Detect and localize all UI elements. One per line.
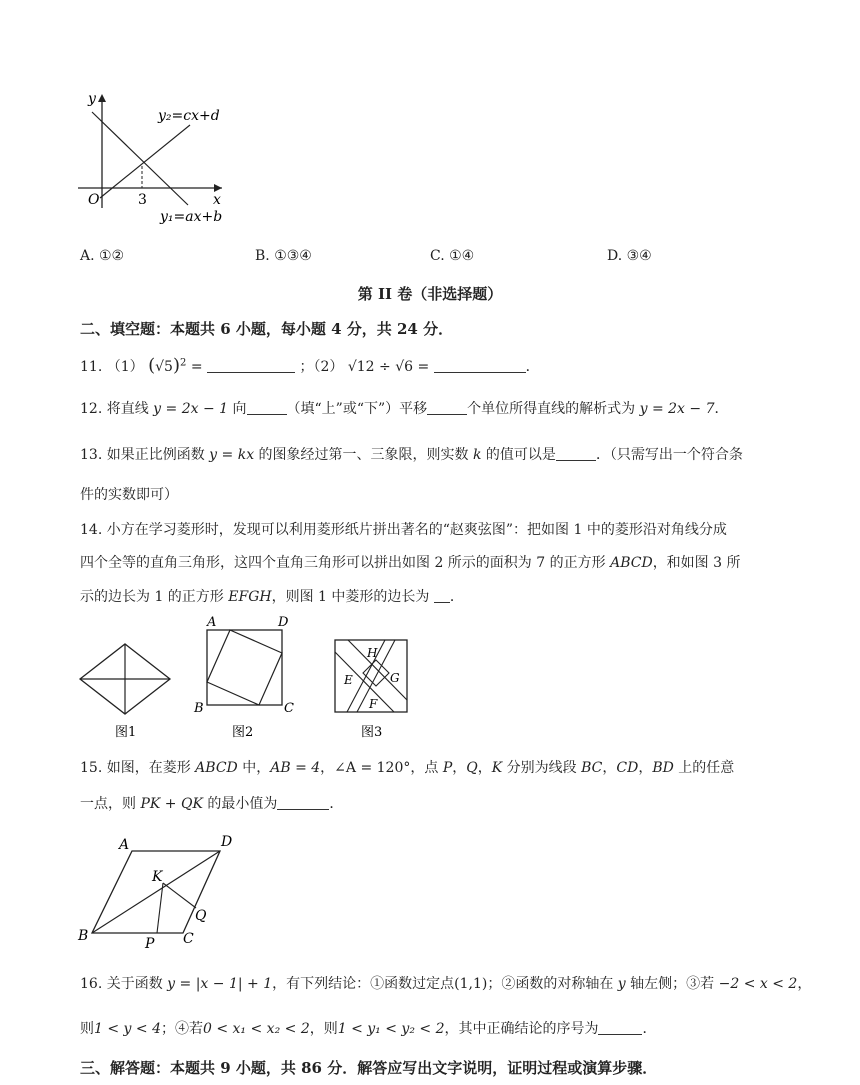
q16-text-l2e: ． bbox=[642, 1021, 657, 1037]
q15-text-10: 上的任意 bbox=[673, 760, 735, 776]
q11-blank-1 bbox=[207, 372, 295, 373]
figure-1-caption: 图1 bbox=[115, 725, 137, 740]
line-y2 bbox=[100, 125, 190, 198]
q15-text-5: ， bbox=[452, 760, 467, 776]
q15-angle: ∠A = 120° bbox=[334, 760, 411, 776]
q13-formula: y = kx bbox=[209, 447, 255, 463]
answer-section-header: 三、解答题：本题共 9 小题，共 86 分．解答应写出文字说明，证明过程或演算步骤． bbox=[80, 1059, 658, 1077]
figure-3-caption: 图3 bbox=[361, 725, 383, 740]
question-13-line-2: 件的实数即可） bbox=[80, 487, 178, 503]
q14-text-2b: ，和如图 3 所 bbox=[652, 555, 741, 571]
figure-1-rhombus bbox=[80, 644, 170, 714]
q14-text-3b: ，则图 1 中菱形的边长为 bbox=[271, 589, 434, 605]
q12-text-5: ． bbox=[714, 401, 729, 417]
figure-2-caption: 图2 bbox=[232, 725, 254, 740]
section-2-title: 第 II 卷（非选择题） bbox=[357, 285, 503, 303]
q13-blank bbox=[556, 460, 596, 461]
q13-text-2: 的图象经过第一、三象限，则实数 bbox=[254, 447, 473, 463]
q15-cd: CD bbox=[616, 760, 639, 776]
fig15-label-b: B bbox=[78, 928, 89, 944]
line1-label: y₁=ax+b bbox=[160, 209, 223, 225]
q13-text-3: 的值可以是 bbox=[481, 447, 556, 463]
q15-pk-qk: PK + QK bbox=[140, 796, 203, 812]
q12-blank-1 bbox=[247, 414, 287, 415]
question-14-line-3 bbox=[80, 586, 464, 606]
figure-2-square bbox=[207, 630, 282, 705]
fig2-label-a: A bbox=[207, 615, 217, 630]
q16-text-2: ，有下列结论：①函数过定点 bbox=[272, 976, 455, 992]
fig15-label-p: P bbox=[145, 936, 155, 952]
fig15-label-a: A bbox=[119, 837, 130, 853]
q12-text-4: 个单位所得直线的解析式为 bbox=[467, 401, 640, 417]
q15-text-6: ， bbox=[477, 760, 492, 776]
q15-bc: BC bbox=[581, 760, 603, 776]
fig15-label-q: Q bbox=[195, 908, 207, 924]
question-12 bbox=[80, 398, 729, 418]
q12-formula-2: y = 2x − 7 bbox=[639, 401, 715, 417]
q14-abcd: ABCD bbox=[610, 555, 653, 571]
q16-text-l2a: 则 bbox=[80, 1021, 94, 1037]
fig3-label-e: E bbox=[344, 673, 353, 687]
line2-label: y₂=cx+d bbox=[158, 108, 220, 124]
fig15-label-k: K bbox=[152, 869, 163, 885]
q13-k: k bbox=[473, 447, 482, 463]
option-b: B. ①③④ bbox=[255, 248, 312, 264]
question-13-line-1 bbox=[80, 444, 743, 464]
fig2-label-b: B bbox=[194, 701, 204, 716]
question-14-line-2 bbox=[80, 552, 741, 572]
q15-text-9: ， bbox=[638, 760, 653, 776]
q11-sep: ；（2） bbox=[299, 359, 344, 375]
fig2-label-c: C bbox=[284, 701, 294, 716]
fig3-label-f: F bbox=[369, 697, 378, 711]
q11-base: √5 bbox=[155, 359, 173, 375]
q15-text-l2b: 的最小值为 bbox=[202, 796, 278, 812]
q11-paren: ( bbox=[148, 355, 156, 376]
q16-function: y = |x − 1| + 1 bbox=[167, 976, 273, 992]
q14-text-3a: 示的边长为 1 的正方形 bbox=[80, 589, 229, 605]
q15-rhombus-figure bbox=[75, 830, 245, 955]
question-15-line-2 bbox=[80, 793, 343, 813]
q11-blank-2 bbox=[434, 372, 526, 373]
q12-text-3: （填“上”或“下”）平移 bbox=[286, 401, 428, 417]
origin-label: O bbox=[88, 192, 100, 208]
q13-text-4: ．（只需写出一个符合条 bbox=[595, 447, 743, 463]
q16-point: (1,1) bbox=[454, 976, 488, 992]
q16-range-x12: 0 < x₁ < x₂ < 2 bbox=[203, 1021, 310, 1037]
y-axis-label: y bbox=[88, 91, 96, 107]
q15-text-3: ， bbox=[320, 760, 335, 776]
option-d: D. ③④ bbox=[607, 248, 652, 264]
q11-expr: √12 ÷ √6 = bbox=[347, 359, 430, 375]
q16-range-y: 1 < y < 4 bbox=[94, 1021, 161, 1037]
segment-qk bbox=[163, 883, 196, 908]
q14-text-2a: 四个全等的直角三角形，这四个直角三角形可以拼出如图 2 所示的面积为 7 的正方形 bbox=[80, 555, 611, 571]
q16-text-l2d: ，其中正确结论的序号为 bbox=[444, 1021, 599, 1037]
fig3-label-g: G bbox=[390, 671, 400, 685]
q12-text-1: 12. 将直线 bbox=[80, 401, 154, 417]
linear-functions-graph bbox=[70, 88, 240, 228]
question-11 bbox=[80, 355, 540, 376]
q15-text-l2c: ． bbox=[329, 796, 344, 812]
q15-bd: BD bbox=[652, 760, 674, 776]
fig2-label-d: D bbox=[278, 615, 289, 630]
q11-exponent: 2 bbox=[179, 357, 187, 369]
q15-text-8: ， bbox=[602, 760, 617, 776]
q11-number: 11. bbox=[80, 359, 103, 375]
q16-text-l2b: ；④若 bbox=[161, 1021, 203, 1037]
q16-text-4: 轴左侧；③若 bbox=[625, 976, 719, 992]
q16-text-3: ；②函数的对称轴在 bbox=[487, 976, 618, 992]
x-axis-arrow-icon bbox=[214, 184, 222, 192]
option-c: C. ①④ bbox=[430, 248, 475, 264]
option-a: A. ①② bbox=[80, 248, 125, 264]
q15-text-4: ，点 bbox=[410, 760, 443, 776]
q16-range-y12: 1 < y₁ < y₂ < 2 bbox=[337, 1021, 445, 1037]
q11-end: ． bbox=[525, 359, 540, 375]
question-16-line-1 bbox=[80, 973, 811, 993]
q16-text-1: 16. 关于函数 bbox=[80, 976, 168, 992]
q15-p: P bbox=[442, 760, 453, 776]
q12-formula-1: y = 2x − 1 bbox=[153, 401, 229, 417]
q15-ab-equals: AB = 4 bbox=[270, 760, 321, 776]
q13-text-1: 13. 如果正比例函数 bbox=[80, 447, 210, 463]
q15-text-7: 分别为线段 bbox=[502, 760, 582, 776]
fig3-label-h: H bbox=[367, 646, 378, 660]
q15-abcd: ABCD bbox=[195, 760, 238, 776]
q11-paren-close: ) bbox=[172, 355, 180, 376]
q16-y: y bbox=[617, 976, 626, 992]
q14-efgh: EFGH bbox=[228, 589, 272, 605]
q12-blank-2 bbox=[427, 414, 467, 415]
q15-blank bbox=[277, 809, 329, 810]
fill-in-header: 二、填空题：本题共 6 小题，每小题 4 分，共 24 分． bbox=[80, 320, 454, 338]
fig15-label-c: C bbox=[183, 931, 194, 947]
q15-text-2: 中， bbox=[237, 760, 271, 776]
q16-text-5: ， bbox=[797, 976, 812, 992]
question-16-line-2 bbox=[80, 1018, 656, 1038]
x-axis-label: x bbox=[213, 192, 221, 208]
tick-3-label: 3 bbox=[138, 192, 147, 208]
q15-text-l2a: 一点，则 bbox=[80, 796, 141, 812]
q15-text-1: 15. 如图，在菱形 bbox=[80, 760, 196, 776]
q15-q: Q bbox=[466, 760, 478, 776]
q15-k: K bbox=[491, 760, 503, 776]
q14-text-3c: ． bbox=[449, 589, 464, 605]
q14-blank bbox=[434, 602, 450, 603]
q16-range-x: −2 < x < 2 bbox=[718, 976, 798, 992]
q11-part1: （1） bbox=[106, 359, 144, 375]
question-15-line-1 bbox=[80, 757, 734, 777]
q14-figures bbox=[70, 612, 440, 742]
q16-blank bbox=[598, 1034, 642, 1035]
question-14-line-1: 14. 小方在学习菱形时，发现可以利用菱形纸片拼出著名的“赵爽弦图”：把如图 1 中的菱形沿对角线分成 bbox=[80, 522, 727, 538]
y-axis-arrow-icon bbox=[98, 94, 106, 102]
q11-equals: = bbox=[190, 359, 203, 375]
q16-text-l2c: ，则 bbox=[309, 1021, 338, 1037]
fig15-label-d: D bbox=[221, 834, 233, 850]
q12-text-2: 向 bbox=[228, 401, 247, 417]
